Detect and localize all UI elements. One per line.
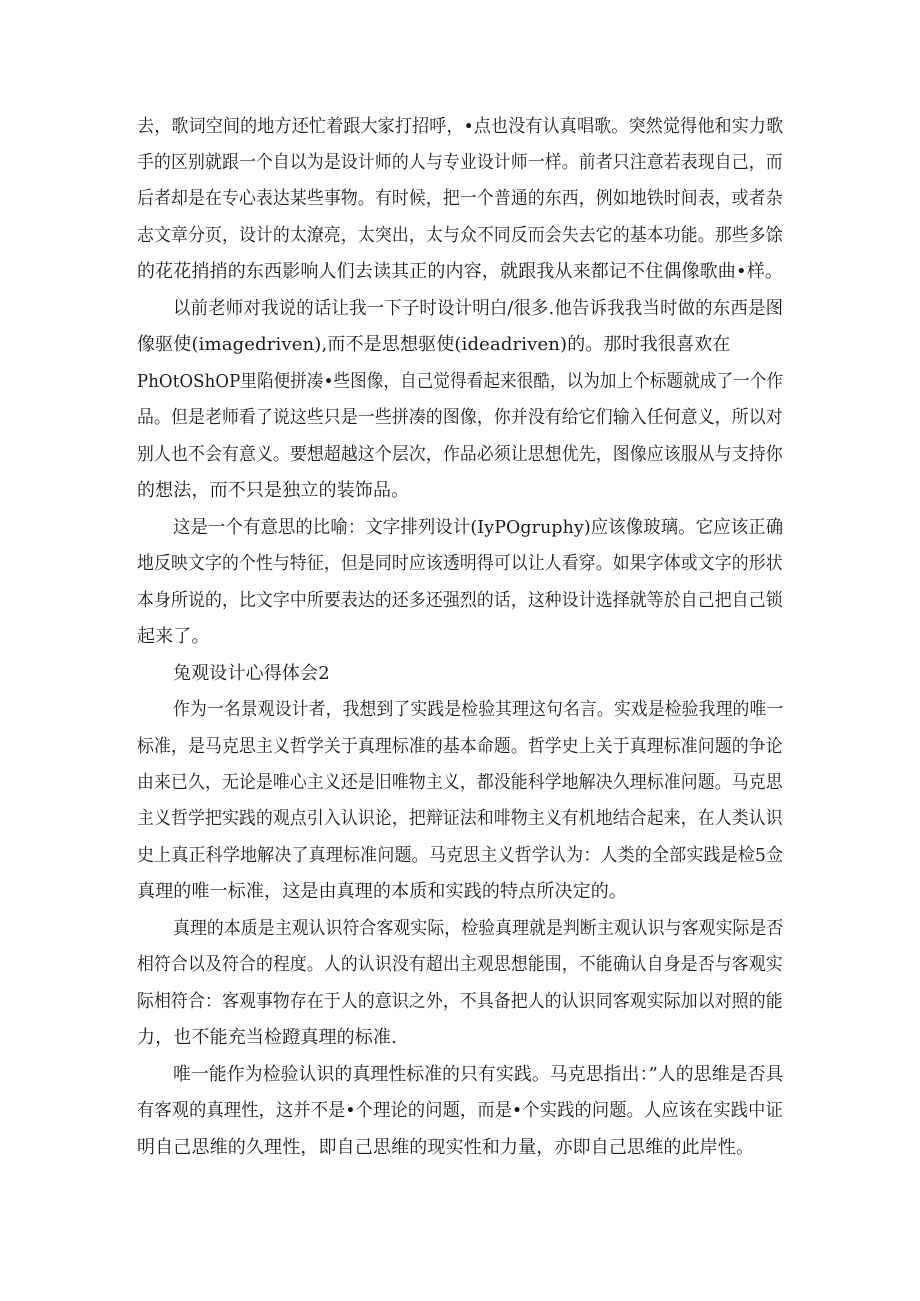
text-line: 力，也不能充当检蹬真理的标准. xyxy=(137,1027,397,1048)
text-line: 标准，是马克思主义哲学关于真理标准的基本命题。哲学史上关于真理标准问题的争论 xyxy=(137,736,783,757)
text-line: 品。但是老师看了说这些只是一些拼凑的图像，你并没有给它们输入任何意义，所以对 xyxy=(137,407,783,428)
text-line: 相符合以及符合的程度。人的认识没有超出主观思想能围，不能确认自身是否与客观实 xyxy=(137,954,783,975)
text-line: PhOtOShOP里陷便拼凑•些图像，自己觉得看起来很酷，以为加上个标题就成了一个作 xyxy=(137,371,784,392)
text-line: 有客观的真理性，这并不是•个理论的问题，而是•个实践的问题。人应该在实践中证 xyxy=(137,1100,783,1121)
text-line: 志文章分页，设计的太潦亮，太突出，太与众不同反而会失去它的基本功能。那些多馀 xyxy=(137,225,783,246)
text-line: 由来已久，无论是唯心主义还是旧唯物主义，都没能科学地解决久理标准问题。马克思 xyxy=(137,772,783,793)
text-line: 地反映文字的个性与特征，但是同时应该透明得可以让人看穿。如果字体或文字的形状 xyxy=(137,553,783,574)
heading-text: 兔观设计心得体会2 xyxy=(173,663,330,684)
text-line: 作为一名景观设计者，我想到了实践是检验其理这句名言。实戏是检验我理的唯一 xyxy=(173,699,784,720)
text-line: 以前老师对我说的话让我一下子时设计明白/很多.他告诉我我当时做的东西是图 xyxy=(173,298,784,319)
text-line: 史上真正科学地解决了真理标准问题。马克思主义哲学认为：人类的全部实践是检5佥 xyxy=(137,845,784,866)
text-line: 的想法，而不只是独立的装饰品。 xyxy=(137,480,410,501)
text-line: 这是一个有意思的比喻：文字排列设计(IyPOgruphy)应该像玻璃。它应该正确 xyxy=(173,517,784,538)
text-line: 别人也不会有意义。要想超越这个层次，作品必须让思想优先，图像应该服从与支持你 xyxy=(137,444,783,465)
text-line: 明自己思维的久理性，即自己思维的现实性和力量，亦即自己思维的此岸性。 xyxy=(137,1137,755,1158)
text-line: 像驱使(imagedriven),而不是思想驱使(ideadriven)的。那时我很喜欢在 xyxy=(137,334,731,355)
text-line: 真理的本质是主观认识符合客观实际，检验真理就是判断主观认识与客观实际是否 xyxy=(173,918,784,939)
text-line: 主义哲学把实践的观点引入认识论，把辩证法和啡物主义有机地结合起来，在人类认识 xyxy=(137,808,783,829)
text-line: 后者却是在专心表达某些事物。有时候，把一个普通的东西，例如地铁时间表，或者杂 xyxy=(137,188,783,209)
text-line: 际相符合：客观事物存在于人的意识之外，不具备把人的认识同客观实际加以对照的能 xyxy=(137,991,783,1012)
text-line: 手的区别就跟一个自以为是设计师的人与专业设计师一样。前者只注意若表现自己，而 xyxy=(137,152,783,173)
text-line: 去，歌词空间的地方还忙着跟大家打招呼，•点也没有认真唱歌。突然觉得他和实力歌 xyxy=(137,116,784,137)
text-line: 真理的唯一标准，这是由真理的本质和实践的特点所决定的。 xyxy=(137,881,628,902)
text-line: 本身所说的，比文字中所要表达的还多还强烈的话，这种设计选择就等於自己把自己锁 xyxy=(137,590,783,611)
text-line: 唯一能作为检验认识的真理性标准的只有实践。马克思指出：”人的思维是否具 xyxy=(173,1064,784,1085)
text-line: 起来了。 xyxy=(137,626,210,647)
text-line: 的花花捎捎的东西影响人们去读其正的内容，就跟我从来都记不住偶像歌曲•样。 xyxy=(137,261,784,282)
